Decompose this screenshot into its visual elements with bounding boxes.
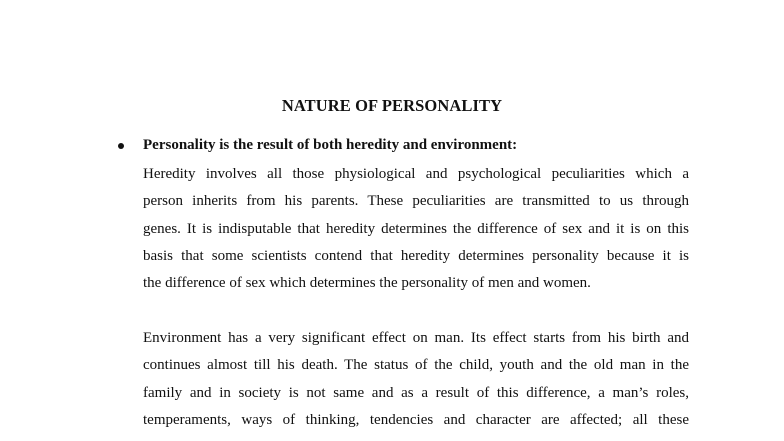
paragraph-line: Environment has a very significant effect on man. Its effect starts from his birth and xyxy=(143,330,689,346)
paragraph-line: person inherits from his parents. These peculiarities are transmitted to us through xyxy=(143,193,689,210)
page-title: NATURE OF PERSONALITY xyxy=(281,96,503,115)
paragraph-line: genes. It is indisputable that heredity determines the difference of sex and it is on this xyxy=(143,220,689,237)
paragraph-heredity xyxy=(143,161,689,297)
paragraph-environment xyxy=(143,325,689,434)
paragraph-line: the difference of sex which determines the personality of men and women. xyxy=(143,275,591,292)
paragraph-line: basis that some scientists contend that heredity determines personality because it is xyxy=(143,247,689,264)
paragraph-line: temperaments, ways of thinking, tendencies and character are affected; all these xyxy=(143,411,689,428)
paragraph-line: continues almost till his death. The status of the child, youth and the old man in the xyxy=(143,357,689,374)
paragraph-line: Heredity involves all those physiological and psychological peculiarities which a xyxy=(143,166,689,182)
paragraph-line: family and in society is not same and as a result of this difference, a man’s roles, xyxy=(143,384,689,401)
bullet-heading: Personality is the result of both heredity and environment: xyxy=(143,137,518,153)
bullet-icon xyxy=(118,143,124,149)
